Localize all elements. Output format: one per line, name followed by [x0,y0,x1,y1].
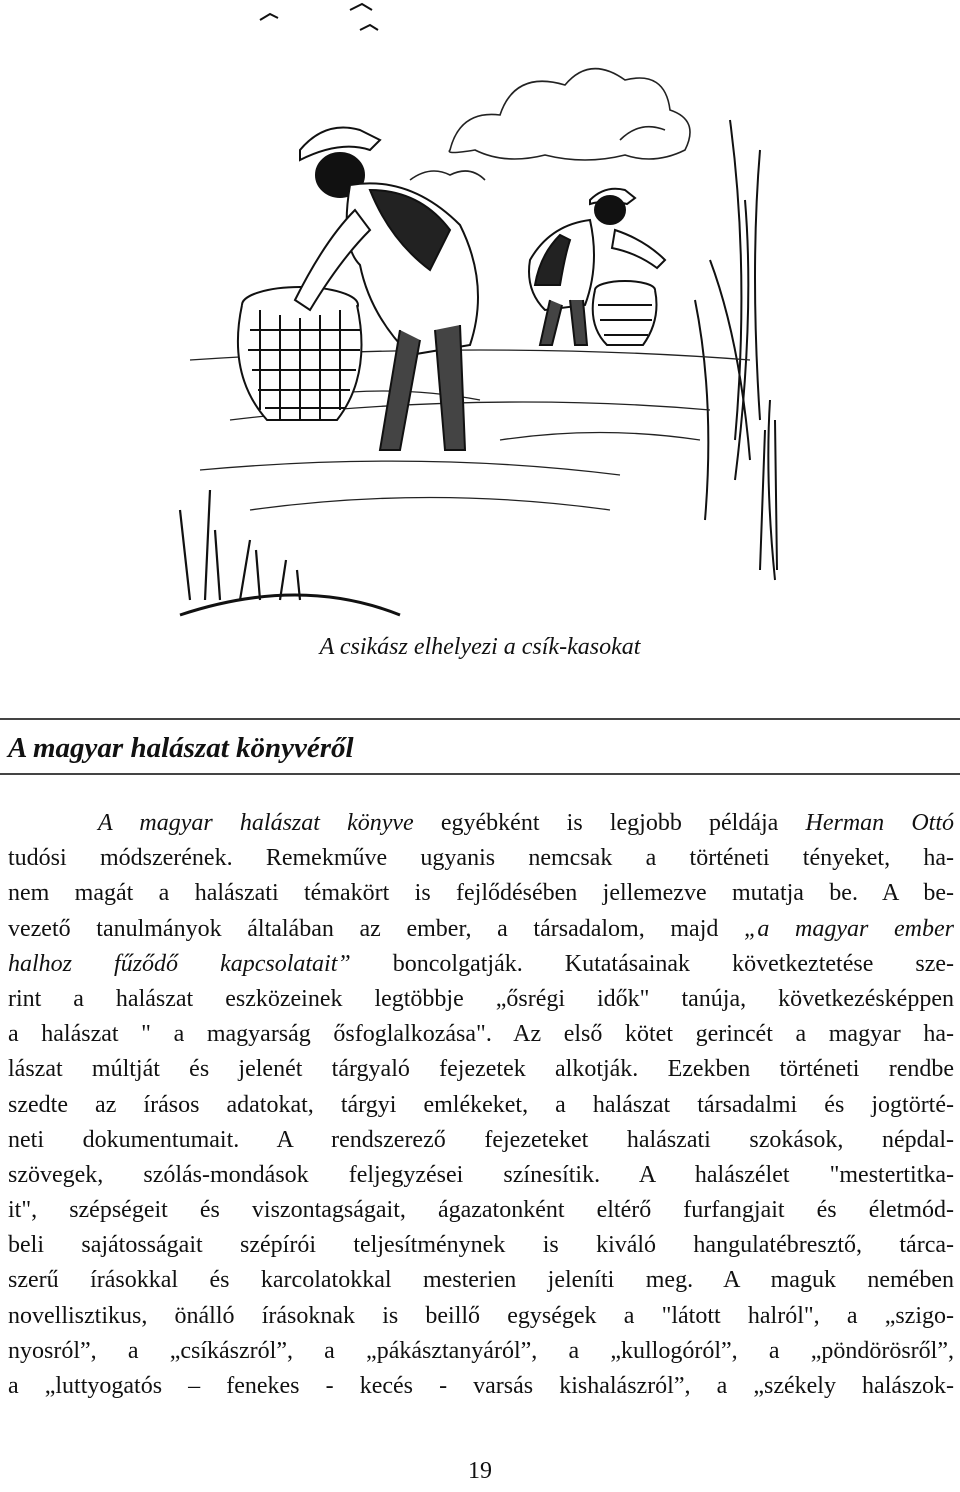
text-line [8,1299,954,1334]
text-run: szedte az írásos adatokat, tárgyi emlékeket, a halászat társadalmi és jogtörté- [8,1091,954,1118]
text-run: nem magát a halászati témakört is fejlődésében jellemezve mutatja be. A be- [8,880,954,907]
text-line [8,876,954,911]
text-line [8,1369,954,1404]
text-line [8,841,954,876]
text-run: neti dokumentumait. A rendszerező fejezeteket halászati szokások, népdal- [8,1126,954,1153]
text-run: vezető tanulmányok általában az ember, a társadalom, majd [8,915,745,942]
text-run: a „luttyogatós – fenekes - kecés - varsás kishalászról”, a „székely halászok- [8,1373,954,1399]
text-run: szerű írásokkal és karcolatokkal mesterien jeleníti meg. A maguk nemében [8,1267,954,1294]
text-line [8,947,954,982]
text-line [8,1263,954,1298]
text-line [8,1088,954,1123]
text-run: egyébként is legjobb példája [413,810,806,836]
text-run: nyosról”, a „csíkászról”, a „pákásztanyáról”, a „kullogóról”, a „pöndörösről”, [8,1337,954,1364]
text-line [8,912,954,947]
text-run: boncolgatják. Kutatásainak következtetése sze- [350,950,955,977]
text-line [8,1017,954,1052]
heading-bottom-rule [0,773,960,775]
text-run: szövegek, szólás-mondások feljegyzései színesítik. A halászélet "mestertitka- [8,1161,954,1188]
text-run: rint a halászat eszközeinek legtöbbje „ősrégi idők" tanúja, következésképpen [8,985,954,1012]
section-heading: A magyar halászat könyvéről [8,732,354,764]
page-number: 19 [468,1458,492,1484]
text-run: a halászat " a magyarság ősfoglalkozása". Az első kötet gerincét a magyar ha- [8,1021,954,1048]
text-run: it", szépségeit és viszontagságait, ágazatonként eltérő furfangjait és életmód- [8,1197,954,1224]
text-run: lászat múltját és jelenét tárgyaló fejezetek alkotják. Ezekben történeti rendbe [8,1056,954,1083]
text-run: novellisztikus, önálló írásoknak is beillő egységek a "látott halról", a „szigo- [8,1302,954,1329]
text-run: tudósi módszerének. Remekműve ugyanis nemcsak a történeti tényeket, ha- [8,845,954,872]
text-line [8,1228,954,1263]
italic-text: A magyar halászat könyve [98,810,414,836]
italic-text: „a magyar ember [744,915,954,942]
fishermen-illustration [170,0,790,625]
figure-caption: A csikász elhelyezi a csík-kasokat [319,634,641,660]
italic-text: Herman Ottó [805,810,954,836]
heading-top-rule [0,718,960,720]
text-line [8,1123,954,1158]
italic-text: halhoz fűződő kapcsolatait” [8,950,351,977]
text-run: beli sajátosságait szépírói teljesítménynek is kiváló hangulatébresztő, tárca- [8,1232,954,1259]
text-line [8,1158,954,1193]
text-line [8,982,954,1017]
text-line [8,1193,954,1228]
body-paragraph [8,806,954,1404]
text-line [8,1334,954,1369]
text-line [8,1052,954,1087]
text-line [8,806,954,841]
